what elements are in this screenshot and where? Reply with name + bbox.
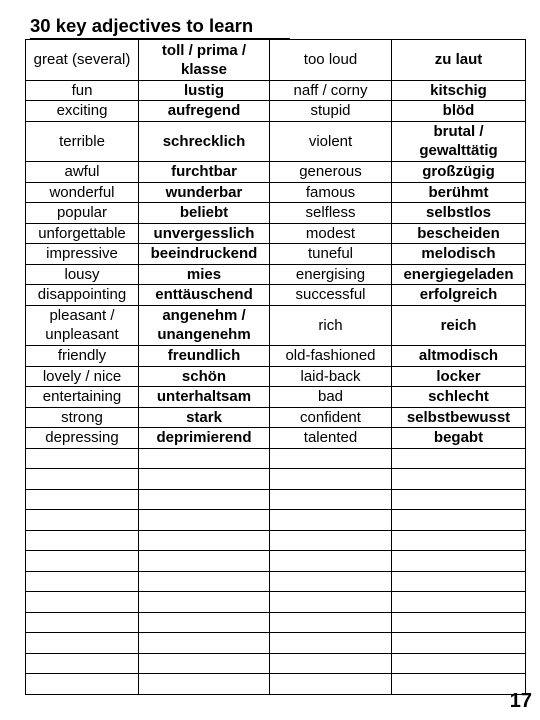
german-word-cell: deprimierend	[139, 428, 270, 449]
vocab-row	[26, 305, 526, 346]
vocab-row	[26, 40, 526, 81]
english-word-cell: famous	[270, 182, 392, 203]
english-word-cell: exciting	[26, 101, 139, 122]
german-word-cell	[139, 530, 270, 551]
english-word-cell: lovely / nice	[26, 366, 139, 387]
german-word-cell: selbstbewusst	[392, 407, 526, 428]
german-word-cell: selbstlos	[392, 203, 526, 224]
german-word-cell	[392, 510, 526, 531]
german-word-cell	[392, 469, 526, 490]
german-word-cell	[139, 448, 270, 469]
german-word-cell: zu laut	[392, 40, 526, 81]
english-word-cell: successful	[270, 285, 392, 306]
english-word-cell: stupid	[270, 101, 392, 122]
english-word-cell	[26, 530, 139, 551]
english-word-cell: terrible	[26, 121, 139, 162]
vocab-row	[26, 387, 526, 408]
german-word-cell: locker	[392, 366, 526, 387]
german-word-cell: schön	[139, 366, 270, 387]
german-word-cell	[139, 571, 270, 592]
german-word-cell	[139, 633, 270, 654]
english-word-cell	[26, 510, 139, 531]
vocab-row	[26, 489, 526, 510]
german-word-cell: stark	[139, 407, 270, 428]
english-word-cell	[270, 653, 392, 674]
english-word-cell: old-fashioned	[270, 346, 392, 367]
english-word-cell: wonderful	[26, 182, 139, 203]
vocab-row	[26, 162, 526, 183]
german-word-cell: furchtbar	[139, 162, 270, 183]
vocab-row	[26, 530, 526, 551]
german-word-cell: toll / prima / klasse	[139, 40, 270, 81]
english-word-cell	[26, 469, 139, 490]
english-word-cell: depressing	[26, 428, 139, 449]
german-word-cell: mies	[139, 264, 270, 285]
vocab-row	[26, 633, 526, 654]
vocab-row	[26, 407, 526, 428]
german-word-cell	[392, 448, 526, 469]
german-word-cell	[392, 653, 526, 674]
english-word-cell: impressive	[26, 244, 139, 265]
vocab-row	[26, 469, 526, 490]
english-word-cell	[26, 592, 139, 613]
english-word-cell	[26, 551, 139, 572]
english-word-cell	[26, 653, 139, 674]
vocab-row	[26, 244, 526, 265]
english-word-cell	[270, 448, 392, 469]
german-word-cell: energiegeladen	[392, 264, 526, 285]
english-word-cell	[270, 612, 392, 633]
german-word-cell	[392, 571, 526, 592]
german-word-cell: großzügig	[392, 162, 526, 183]
english-word-cell	[270, 571, 392, 592]
german-word-cell: angenehm / unangenehm	[139, 305, 270, 346]
german-word-cell	[139, 653, 270, 674]
english-word-cell	[26, 571, 139, 592]
english-word-cell	[270, 530, 392, 551]
english-word-cell	[26, 489, 139, 510]
english-word-cell: selfless	[270, 203, 392, 224]
english-word-cell	[270, 674, 392, 695]
english-word-cell	[270, 633, 392, 654]
english-word-cell: unforgettable	[26, 223, 139, 244]
english-word-cell: rich	[270, 305, 392, 346]
english-word-cell: lousy	[26, 264, 139, 285]
english-word-cell: disappointing	[26, 285, 139, 306]
english-word-cell	[270, 551, 392, 572]
english-word-cell: generous	[270, 162, 392, 183]
german-word-cell: beliebt	[139, 203, 270, 224]
german-word-cell	[392, 674, 526, 695]
german-word-cell: freundlich	[139, 346, 270, 367]
german-word-cell: brutal / gewalttätig	[392, 121, 526, 162]
english-word-cell: fun	[26, 80, 139, 101]
english-word-cell	[26, 633, 139, 654]
german-word-cell	[139, 469, 270, 490]
english-word-cell: naff / corny	[270, 80, 392, 101]
english-word-cell: energising	[270, 264, 392, 285]
page-number: 17	[509, 690, 532, 712]
german-word-cell: beeindruckend	[139, 244, 270, 265]
german-word-cell: blöd	[392, 101, 526, 122]
english-word-cell	[270, 510, 392, 531]
vocab-row	[26, 203, 526, 224]
german-word-cell: begabt	[392, 428, 526, 449]
vocab-row	[26, 366, 526, 387]
english-word-cell: violent	[270, 121, 392, 162]
german-word-cell: reich	[392, 305, 526, 346]
english-word-cell: great (several)	[26, 40, 139, 81]
vocab-row	[26, 674, 526, 695]
vocab-row	[26, 121, 526, 162]
vocab-row	[26, 223, 526, 244]
vocab-row	[26, 510, 526, 531]
german-word-cell	[392, 612, 526, 633]
german-word-cell	[392, 489, 526, 510]
english-word-cell	[270, 469, 392, 490]
german-word-cell: unterhaltsam	[139, 387, 270, 408]
english-word-cell: popular	[26, 203, 139, 224]
german-word-cell	[139, 674, 270, 695]
german-word-cell: altmodisch	[392, 346, 526, 367]
vocab-row	[26, 612, 526, 633]
german-word-cell	[392, 551, 526, 572]
english-word-cell: confident	[270, 407, 392, 428]
vocabulary-table	[25, 39, 526, 695]
english-word-cell: tuneful	[270, 244, 392, 265]
german-word-cell	[139, 489, 270, 510]
german-word-cell	[392, 633, 526, 654]
vocabulary-table-body	[26, 40, 526, 695]
vocab-row	[26, 182, 526, 203]
english-word-cell: pleasant / unpleasant	[26, 305, 139, 346]
english-word-cell: entertaining	[26, 387, 139, 408]
vocab-row	[26, 428, 526, 449]
german-word-cell: berühmt	[392, 182, 526, 203]
german-word-cell: kitschig	[392, 80, 526, 101]
vocab-row	[26, 346, 526, 367]
german-word-cell: lustig	[139, 80, 270, 101]
german-word-cell: bescheiden	[392, 223, 526, 244]
english-word-cell	[270, 592, 392, 613]
english-word-cell: modest	[270, 223, 392, 244]
vocab-row	[26, 551, 526, 572]
german-word-cell: wunderbar	[139, 182, 270, 203]
english-word-cell: talented	[270, 428, 392, 449]
english-word-cell: too loud	[270, 40, 392, 81]
vocab-row	[26, 448, 526, 469]
english-word-cell	[26, 612, 139, 633]
german-word-cell: enttäuschend	[139, 285, 270, 306]
english-word-cell: awful	[26, 162, 139, 183]
english-word-cell: laid-back	[270, 366, 392, 387]
german-word-cell	[139, 510, 270, 531]
german-word-cell: schrecklich	[139, 121, 270, 162]
german-word-cell: unvergesslich	[139, 223, 270, 244]
german-word-cell: erfolgreich	[392, 285, 526, 306]
vocab-row	[26, 80, 526, 101]
german-word-cell	[139, 612, 270, 633]
english-word-cell	[270, 489, 392, 510]
german-word-cell: aufregend	[139, 101, 270, 122]
german-word-cell	[139, 551, 270, 572]
german-word-cell	[139, 592, 270, 613]
english-word-cell	[26, 448, 139, 469]
english-word-cell: strong	[26, 407, 139, 428]
english-word-cell: bad	[270, 387, 392, 408]
vocab-row	[26, 101, 526, 122]
page-title: 30 key adjectives to learn	[30, 14, 290, 40]
vocab-row	[26, 285, 526, 306]
german-word-cell	[392, 530, 526, 551]
english-word-cell	[26, 674, 139, 695]
vocab-row	[26, 592, 526, 613]
german-word-cell: melodisch	[392, 244, 526, 265]
german-word-cell: schlecht	[392, 387, 526, 408]
vocab-row	[26, 264, 526, 285]
vocab-row	[26, 653, 526, 674]
german-word-cell	[392, 592, 526, 613]
vocab-row	[26, 571, 526, 592]
english-word-cell: friendly	[26, 346, 139, 367]
